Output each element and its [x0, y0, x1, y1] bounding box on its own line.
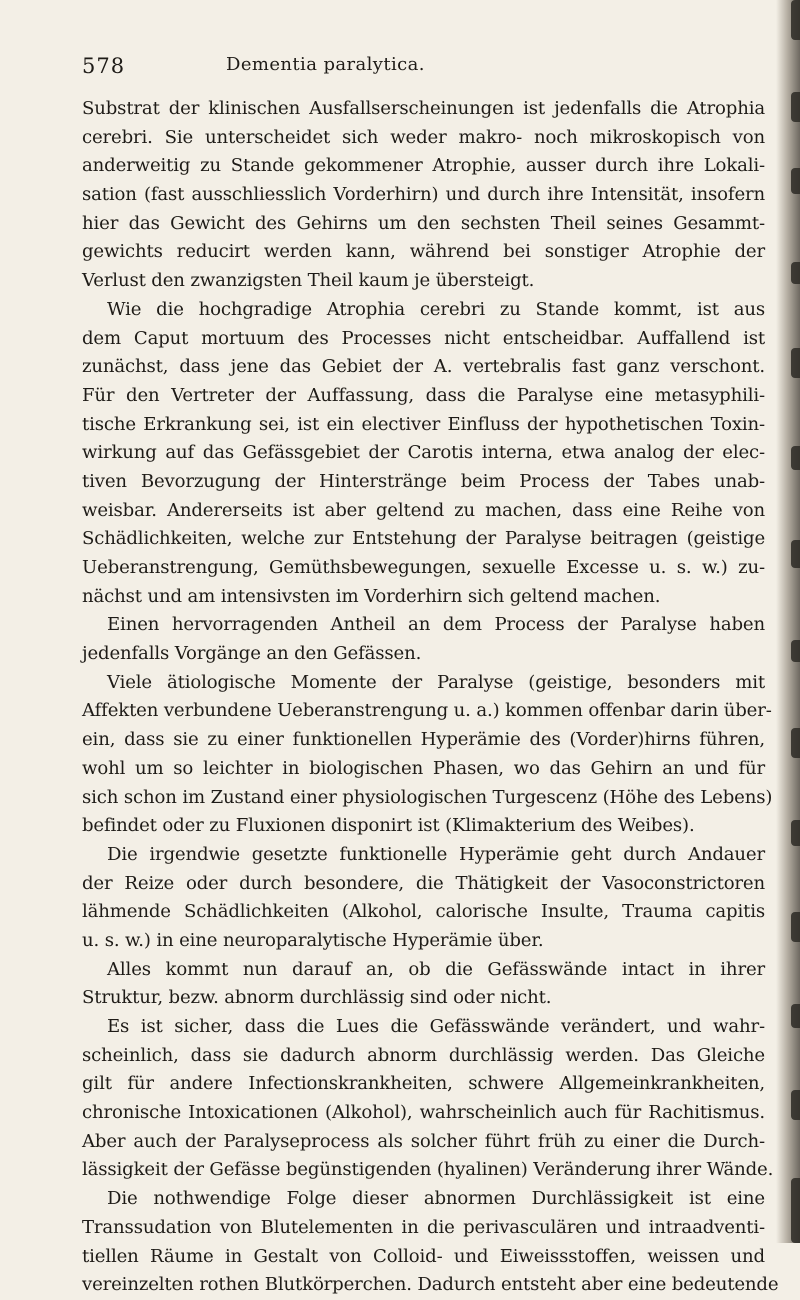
page-edge-mark: [791, 640, 800, 662]
text-line: Die irgendwie gesetzte funktionelle Hyperämie geht durch Andauer: [107, 843, 765, 865]
text-line: hier das Gewicht des Gehirns um den sechsten Theil seines Gesammt-: [82, 212, 765, 234]
page-header: [82, 46, 782, 82]
text-line: wohl um so leichter in biologischen Phasen, wo das Gehirn an und für: [82, 757, 765, 779]
text-line: jedenfalls Vorgänge an den Gefässen.: [82, 643, 422, 665]
text-line: gilt für andere Infectionskrankheiten, schwere Allgemeinkrankheiten,: [82, 1073, 765, 1095]
text-line: Struktur, bezw. abnorm durchlässig sind oder nicht.: [82, 987, 552, 1009]
text-line: Substrat der klinischen Ausfallserscheinungen ist jedenfalls die Atrophia: [82, 98, 765, 119]
text-line: vereinzelten rothen Blutkörperchen. Dadurch entsteht aber eine bedeutende: [82, 1274, 779, 1296]
text-line: weisbar. Andererseits ist aber geltend zu machen, dass eine Reihe von: [82, 499, 765, 521]
page-edge-mark: [791, 92, 800, 122]
page-edge-mark: [791, 820, 800, 846]
text-line: Transsudation von Blutelementen in die perivasculären und intraadventi-: [82, 1216, 765, 1238]
text-line: Schädlichkeiten, welche zur Entstehung der Paralyse beitragen (geistige: [82, 528, 765, 550]
text-line: der Reize oder durch besondere, die Thätigkeit der Vasoconstrictoren: [82, 872, 765, 894]
text-line: befindet oder zu Fluxionen disponirt ist (Klimakterium des Weibes).: [82, 815, 695, 837]
text-line: Es ist sicher, dass die Lues die Gefässwände verändert, und wahr-: [107, 1016, 765, 1037]
text-line: u. s. w.) in eine neuroparalytische Hyperämie über.: [82, 929, 544, 951]
page-edge-mark: [791, 1004, 800, 1028]
text-line: wirkung auf das Gefässgebiet der Carotis interna, etwa analog der elec-: [82, 442, 765, 464]
text-line: chronische Intoxicationen (Alkohol), wahrscheinlich auch für Rachitismus.: [82, 1102, 765, 1124]
page-number: 578: [82, 54, 126, 78]
text-line: tiven Bevorzugung der Hinterstränge beim Process der Tabes unab-: [82, 470, 765, 492]
page-edge-mark: [791, 728, 800, 758]
text-line: Die nothwendige Folge dieser abnormen Durchlässigkeit ist eine: [107, 1188, 765, 1210]
text-line: Einen hervorragenden Antheil an dem Process der Paralyse haben: [107, 614, 765, 636]
page-edge-mark: [791, 1090, 800, 1120]
text-line: zunächst, dass jene das Gebiet der A. vertebralis fast ganz verschont.: [82, 356, 765, 378]
text-line: Affekten verbundene Ueberanstrengung u. a.) kommen offenbar darin über-: [82, 700, 772, 722]
text-line: tiellen Räume in Gestalt von Colloid- und Eiweissstoffen, weissen und: [82, 1245, 765, 1267]
text-line: tische Erkrankung sei, ist ein electiver Einfluss der hypothetischen Toxin-: [82, 413, 765, 435]
text-line: anderweitig zu Stande gekommener Atrophie, ausser durch ihre Lokali-: [82, 155, 765, 177]
page-edge-mark: [791, 348, 800, 378]
text-line: cerebri. Sie unterscheidet sich weder makro- noch mikroskopisch von: [82, 126, 765, 148]
text-line: Für den Vertreter der Auffassung, dass die Paralyse eine metasyphili-: [82, 384, 765, 406]
running-title: Dementia paralytica.: [226, 54, 425, 75]
page-edge-mark: [791, 446, 800, 470]
page-edge-mark: [791, 1178, 800, 1243]
page-edge-mark: [791, 262, 800, 284]
text-line: Ueberanstrengung, Gemüthsbewegungen, sexuelle Excesse u. s. w.) zu-: [82, 557, 765, 578]
text-line: gewichts reducirt werden kann, während bei sonstiger Atrophie der: [82, 241, 765, 263]
text-line: Alles kommt nun darauf an, ob die Gefässwände intact in ihrer: [107, 958, 765, 980]
text-line: Wie die hochgradige Atrophia cerebri zu Stande kommt, ist aus: [107, 298, 765, 320]
page-edge-mark: [791, 0, 800, 40]
text-line: Verlust den zwanzigsten Theil kaum je übersteigt.: [82, 270, 535, 292]
body-text: [82, 95, 779, 1300]
page-edge-mark: [791, 912, 800, 942]
text-line: lähmende Schädlichkeiten (Alkohol, calorische Insulte, Trauma capitis: [82, 901, 765, 923]
text-line: ein, dass sie zu einer funktionellen Hyperämie des (Vorder)hirns führen,: [82, 729, 765, 751]
text-line: scheinlich, dass sie dadurch abnorm durchlässig werden. Das Gleiche: [82, 1044, 765, 1066]
text-line: nächst und am intensivsten im Vorderhirn sich geltend machen.: [82, 585, 661, 607]
text-line: Viele ätiologische Momente der Paralyse (geistige, besonders mit: [107, 671, 765, 693]
text-line: Aber auch der Paralyseprocess als solcher führt früh zu einer die Durch-: [82, 1130, 765, 1152]
text-line: lässigkeit der Gefässe begünstigenden (hyalinen) Veränderung ihrer Wände.: [82, 1159, 774, 1181]
text-line: dem Caput mortuum des Processes nicht entscheidbar. Auffallend ist: [82, 327, 765, 349]
text-line: sich schon im Zustand einer physiologischen Turgescenz (Höhe des Lebens): [82, 786, 773, 808]
page-edge-mark: [791, 168, 800, 194]
page-edge-mark: [791, 540, 800, 568]
text-line: sation (fast ausschliesslich Vorderhirn) und durch ihre Intensität, insofern: [82, 184, 765, 206]
